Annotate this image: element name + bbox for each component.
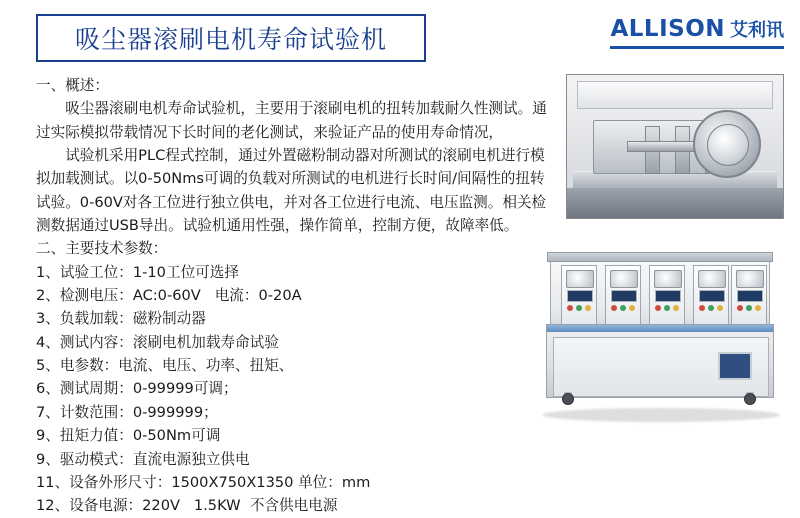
- station-controls: [699, 304, 723, 312]
- station-green-indicator: [746, 305, 752, 311]
- station-controls: [737, 304, 761, 312]
- spec-item: 9、驱动模式：直流电源独立供电: [36, 450, 250, 468]
- station-red-indicator: [737, 305, 743, 311]
- station-green-indicator: [620, 305, 626, 311]
- cabinet-control-panel: [553, 337, 769, 397]
- mechanism-base-table: [567, 188, 783, 218]
- station-controls: [655, 304, 679, 312]
- mechanism-brake-hub: [707, 124, 749, 166]
- station-yellow-indicator: [629, 305, 635, 311]
- station-yellow-indicator: [673, 305, 679, 311]
- logo-text-row: [610, 18, 784, 41]
- test-station: [649, 265, 685, 325]
- page-title: 吸尘器滚刷电机寿命试验机: [74, 25, 387, 54]
- section-2-heading: 二、主要技术参数：: [36, 240, 168, 258]
- spec-item: 12、设备电源：220V 1.5KW 不含供电电源: [36, 497, 338, 515]
- section-1-paragraph-1: 吸尘器滚刷电机寿命试验机，主要用于滚刷电机的扭转加载耐久性测试。通过实际模拟带载情况下长时间的老化测试，来验证产品的使用寿命情况，: [36, 100, 547, 141]
- station-controls: [611, 304, 635, 312]
- machine-photo: [528, 236, 790, 436]
- cabinet-blue-stripe: [547, 325, 773, 332]
- document-body: [36, 74, 556, 518]
- test-station: [561, 265, 597, 325]
- machine-shadow: [542, 408, 780, 422]
- station-red-indicator: [655, 305, 661, 311]
- spec-item: 6、测试周期：0-99999可调；: [36, 380, 238, 398]
- station-red-indicator: [567, 305, 573, 311]
- spec-item: 5、电参数：电流、电压、功率、扭矩、: [36, 357, 294, 375]
- station-display: [699, 290, 725, 302]
- station-yellow-indicator: [585, 305, 591, 311]
- spec-item: 2、检测电压：AC:0-60V 电流：0-20A: [36, 287, 302, 305]
- station-fixture: [736, 270, 764, 288]
- spec-item: 1、试验工位：1-10工位可选择: [36, 263, 239, 281]
- station-fixture: [654, 270, 682, 288]
- station-green-indicator: [708, 305, 714, 311]
- section-1-heading: 一、概述：: [36, 77, 109, 94]
- spec-item: 3、负载加载：磁粉制动器: [36, 310, 206, 328]
- machine-frame: [546, 258, 772, 410]
- station-display: [611, 290, 637, 302]
- station-red-indicator: [699, 305, 705, 311]
- logo-chinese-name: 艾利讯: [730, 20, 784, 41]
- hmi-touchscreen: [718, 352, 752, 380]
- station-fixture: [698, 270, 726, 288]
- spec-item: 9、扭矩力值：0-50Nm可调: [36, 427, 221, 445]
- logo-english-name: ALLISON: [610, 16, 725, 42]
- station-display: [655, 290, 681, 302]
- station-yellow-indicator: [717, 305, 723, 311]
- machine-cabinet: [546, 324, 774, 398]
- brand-logo: [610, 18, 784, 49]
- station-red-indicator: [611, 305, 617, 311]
- mechanism-shaft: [627, 141, 699, 152]
- spec-item: 7、计数范围：0-999999；: [36, 403, 218, 421]
- station-green-indicator: [576, 305, 582, 311]
- station-green-indicator: [664, 305, 670, 311]
- mechanism-upper-panel: [577, 81, 773, 109]
- test-station: [605, 265, 641, 325]
- logo-underline: [610, 46, 784, 49]
- station-fixture: [610, 270, 638, 288]
- station-display: [567, 290, 593, 302]
- machine-legs: [564, 392, 754, 402]
- machine-caster: [744, 393, 756, 405]
- test-station: [731, 265, 767, 325]
- station-yellow-indicator: [755, 305, 761, 311]
- station-fixture: [566, 270, 594, 288]
- mechanism-photo: [566, 74, 784, 219]
- station-controls: [567, 304, 591, 312]
- page-title-box: [36, 14, 426, 62]
- spec-item: 4、测试内容：滚刷电机加载寿命试验: [36, 333, 279, 351]
- station-display: [737, 290, 763, 302]
- machine-upper-deck: [550, 258, 770, 332]
- machine-top-edge: [547, 252, 773, 262]
- machine-caster: [562, 393, 574, 405]
- section-1-paragraph-2: 试验机采用PLC程式控制，通过外置磁粉制动器对所测试的滚刷电机进行模拟加载测试。以0-50Nms可调的负载对所测试的电机进行长时间/间隔性的扭转试验。0-60V对各工位进行独立供电，并对各工位进行电流、电压监测。相关检测数据通过USB导出。试验机通用性强，操作简单，控制方便，故障率低。: [36, 147, 547, 235]
- test-station: [693, 265, 729, 325]
- spec-item: 11、设备外形尺寸：1500X750X1350 单位：mm: [36, 473, 371, 491]
